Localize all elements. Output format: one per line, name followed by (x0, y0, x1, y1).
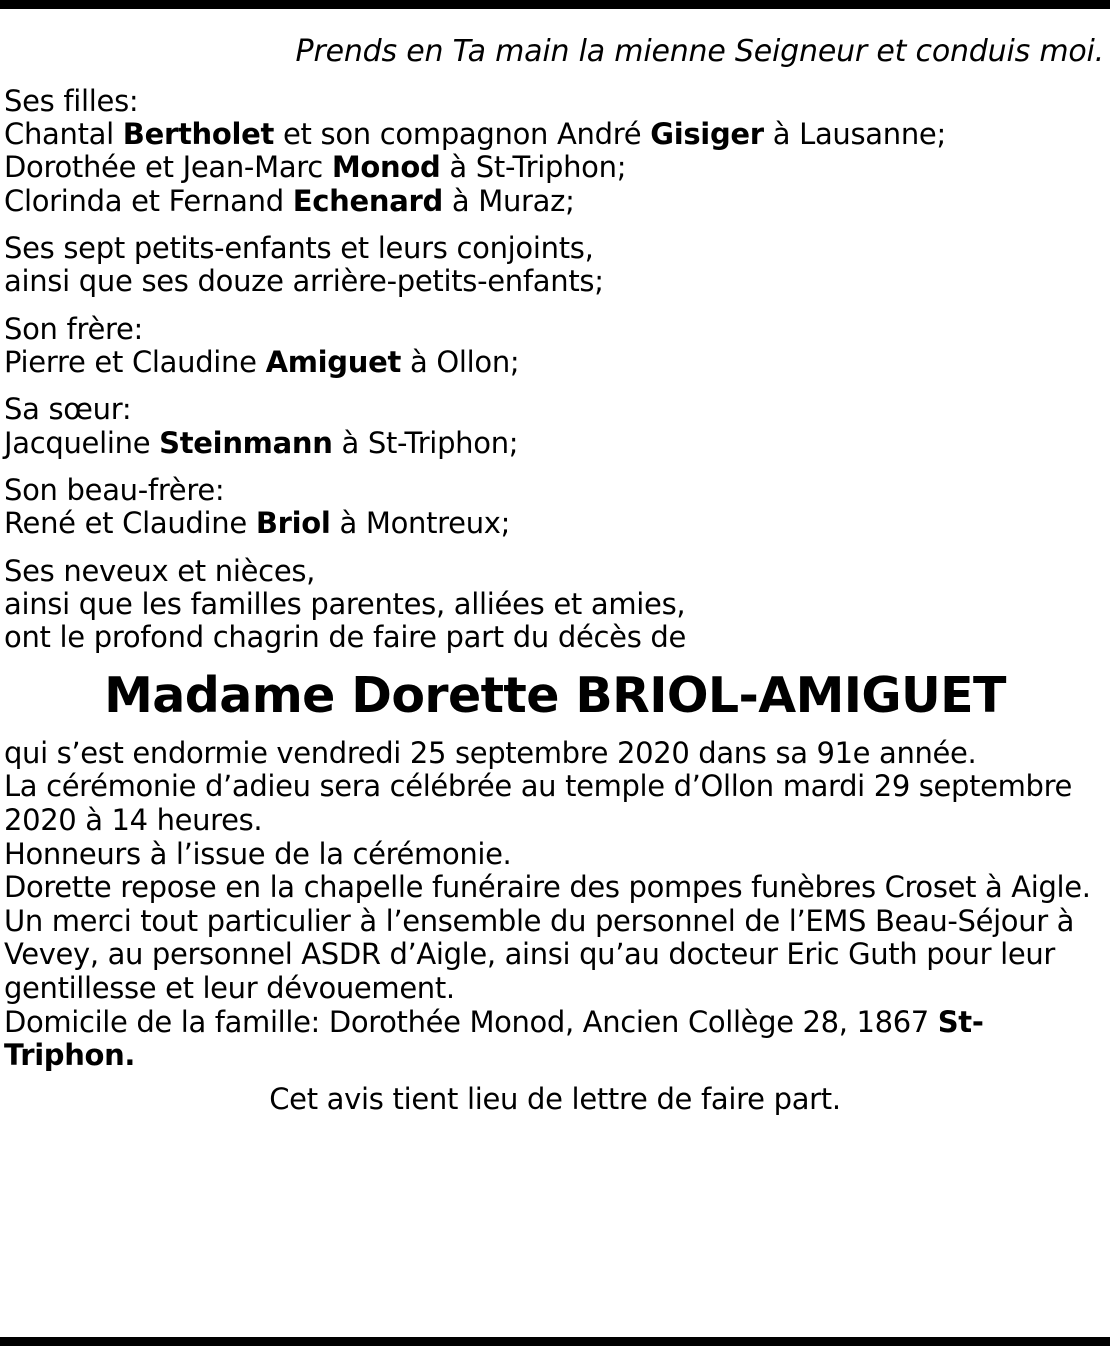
text-run: La cérémonie d’adieu sera célébrée au temple d’Ollon mardi 29 septembre 2020 à 14 heures. (4, 769, 1073, 837)
deceased-name: Madame Dorette BRIOL-AMIGUET (104, 666, 1006, 724)
text-run: ainsi que les familles parentes, alliées et amies, (4, 587, 686, 622)
detail-line (4, 770, 1106, 837)
detail-line (4, 905, 1106, 1006)
family-group-line (4, 118, 1106, 151)
family-group-heading: Ses filles: (4, 83, 139, 118)
surname-bold: Amiguet (265, 345, 402, 379)
detail-line (4, 737, 1106, 771)
family-group-line (4, 185, 1106, 218)
text-run: à St-Triphon; (332, 425, 519, 460)
text-run: Ses neveux et nièces, (4, 553, 316, 588)
surname-bold: Echenard (292, 183, 443, 218)
surname-bold: Bertholet (122, 116, 275, 151)
text-run: Un merci tout particulier à l’ensemble du personnel de l’EMS Beau-Séjour à Vevey, au personnel ASDR d’Aigle, ainsi qu’au docteur Eric Guth pour leur gentillesse et leur dévouement. (4, 903, 1075, 1006)
top-divider (0, 0, 1110, 9)
text-run: à Ollon; (401, 345, 520, 379)
text-run: Pierre et Claudine (4, 345, 266, 379)
family-group-line (4, 588, 1106, 621)
text-run: Clorinda et Fernand (4, 183, 293, 218)
family-group (4, 474, 1106, 541)
detail-line (4, 1006, 1106, 1073)
family-group (4, 555, 1106, 655)
family-group-heading: Son frère: (4, 311, 143, 346)
text-run: ainsi que ses douze arrière-petits-enfants; (4, 264, 604, 299)
detail-line (4, 871, 1106, 905)
family-group-line (4, 507, 1106, 540)
family-group (4, 232, 1106, 299)
text-run: à Lausanne; (763, 116, 946, 151)
family-group-line (4, 555, 1106, 588)
text-run: ont le profond chagrin de faire part du décès de (4, 620, 687, 655)
text-run: Dorothée et Jean-Marc (4, 150, 332, 185)
surname-bold: Briol (255, 506, 331, 541)
text-run: qui s’est endormie vendredi 25 septembre 2020 dans sa 91e année. (4, 735, 977, 770)
family-groups (4, 85, 1106, 655)
family-group-line (4, 346, 1106, 379)
bottom-divider (0, 1337, 1110, 1346)
family-group-line (4, 232, 1106, 265)
family-group-heading: Sa sœur: (4, 392, 132, 427)
ceremony-details (4, 737, 1106, 1073)
family-group-heading: Son beau-frère: (4, 473, 225, 508)
text-run: Dorette repose en la chapelle funéraire des pompes funèbres Croset à Aigle. (4, 870, 1091, 905)
family-group-line (4, 265, 1106, 298)
family-group-line (4, 427, 1106, 460)
epitaph-text: Prends en Ta main la mienne Seigneur et conduis moi. (295, 34, 1104, 69)
text-run: Honneurs à l’issue de la cérémonie. (4, 836, 512, 871)
text-run: Jacqueline (4, 425, 160, 460)
surname-bold: Gisiger (650, 116, 764, 151)
notice-content (0, 9, 1110, 1116)
closing-note: Cet avis tient lieu de lettre de faire part. (269, 1081, 841, 1116)
text-run: à Muraz; (442, 183, 575, 218)
surname-bold: Steinmann (159, 425, 333, 460)
surname-bold: Monod (331, 150, 441, 185)
text-run: Chantal (4, 116, 123, 151)
text-run: et son compagnon André (274, 116, 651, 151)
text-run: Ses sept petits-enfants et leurs conjoints, (4, 230, 594, 265)
detail-line (4, 838, 1106, 872)
text-run: René et Claudine (4, 506, 256, 541)
text-run: Domicile de la famille: Dorothée Monod, Ancien Collège 28, 1867 (4, 1004, 938, 1039)
family-group-line (4, 151, 1106, 184)
family-group (4, 393, 1106, 460)
family-group (4, 85, 1106, 218)
family-group (4, 313, 1106, 380)
surname-bold: St-Triphon. (4, 1004, 984, 1073)
text-run: à St-Triphon; (440, 150, 627, 185)
text-run: à Montreux; (330, 506, 511, 541)
family-group-line (4, 621, 1106, 654)
